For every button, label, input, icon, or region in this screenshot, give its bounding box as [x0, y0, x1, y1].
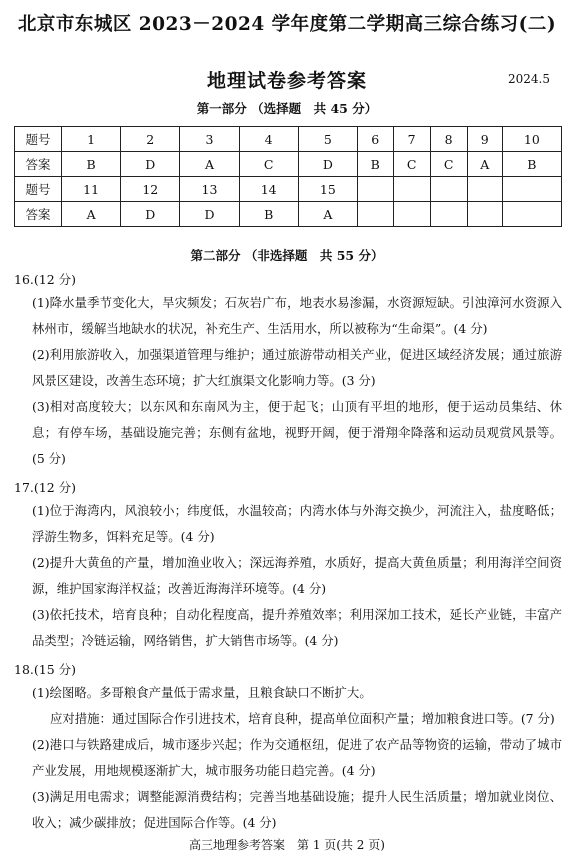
question-number: 4: [239, 127, 298, 152]
empty-cell: [393, 177, 430, 202]
q16-answer-3: (3)相对高度较大；以东风和东南风为主，便于起飞；山顶有平坦的地形，便于运动员集结、休息；有停车场，基础设施完善；东侧有盆地，视野开阔，便于滑翔伞降落和运动员观赏风景等。(5 分): [32, 399, 562, 466]
row-label-answer: 答案: [15, 152, 62, 177]
answer-cell: D: [180, 202, 239, 227]
question-number: 2: [121, 127, 180, 152]
answer-cell: B: [239, 202, 298, 227]
answer-cell: C: [239, 152, 298, 177]
part2-heading: 第二部分 （非选择题 共 55 分）: [190, 248, 384, 263]
question-17-label: 17.(12 分): [14, 480, 77, 495]
table-row: [15, 152, 562, 177]
empty-cell: [467, 202, 502, 227]
answer-cell: A: [467, 152, 502, 177]
question-number: 1: [62, 127, 121, 152]
answer-cell: C: [430, 152, 467, 177]
q17-answer-2: (2)提升大黄鱼的产量，增加渔业收入；深远海养殖，水质好，提高大黄鱼质量；利用海洋空间资源，维护国家海洋权益；改善近海海洋环境等。(4 分): [32, 555, 562, 596]
table-row: [15, 177, 562, 202]
question-number: 14: [239, 177, 298, 202]
row-label-question: 题号: [15, 127, 62, 152]
q18-answer-1: (1)绘图略。多哥粮食产量低于需求量，且粮食缺口不断扩大。: [32, 685, 372, 700]
empty-cell: [357, 202, 393, 227]
answer-cell: C: [393, 152, 430, 177]
q17-answer-1: (1)位于海湾内，风浪较小；纬度低，水温较高；内湾水体与外海交换少，河流注入，盐度略低；浮游生物多，饵料充足等。(4 分): [32, 503, 562, 544]
table-row: [15, 202, 562, 227]
question-number: 11: [62, 177, 121, 202]
document-title: 北京市东城区 2023－2024 学年度第二学期高三综合练习(二): [17, 14, 557, 35]
answer-cell: D: [298, 152, 357, 177]
q18-answer-2: (2)港口与铁路建成后，城市逐步兴起；作为交通枢纽，促进了农产品等物资的运输，带动了城市产业发展，用地规模逐渐扩大，城市服务功能日趋完善。(4 分): [32, 737, 562, 778]
answer-cell: A: [180, 152, 239, 177]
empty-cell: [430, 202, 467, 227]
row-label-question: 题号: [15, 177, 62, 202]
q18-answer-1-measures: 应对措施：通过国际合作引进技术，培育良种，提高单位面积产量；增加粮食进口等。(7 分): [50, 711, 555, 726]
question-number: 6: [357, 127, 393, 152]
question-18-label: 18.(15 分): [14, 662, 77, 677]
question-number: 10: [502, 127, 561, 152]
q16-answer-1: (1)降水量季节变化大，旱灾频发；石灰岩广布，地表水易渗漏，水资源短缺。引浊漳河水资源入林州市，缓解当地缺水的状况，补充生产、生活用水，所以被称为“生命渠”。(4 分): [32, 295, 562, 336]
answer-table: [14, 126, 562, 227]
row-label-answer: 答案: [15, 202, 62, 227]
q18-answer-3: (3)满足用电需求；调整能源消费结构；完善当地基础设施；提升人民生活质量；增加就业岗位、收入；减少碳排放；促进国际合作等。(4 分): [32, 789, 562, 830]
answer-cell: D: [121, 152, 180, 177]
part1-heading: 第一部分 （选择题 共 45 分）: [196, 101, 378, 116]
question-number: 5: [298, 127, 357, 152]
question-number: 13: [180, 177, 239, 202]
empty-cell: [467, 177, 502, 202]
empty-cell: [430, 177, 467, 202]
answer-key-title: 地理试卷参考答案: [206, 70, 367, 92]
answer-cell: A: [62, 202, 121, 227]
empty-cell: [502, 177, 561, 202]
question-number: 12: [121, 177, 180, 202]
empty-cell: [502, 202, 561, 227]
question-16-label: 16.(12 分): [14, 272, 77, 287]
empty-cell: [393, 202, 430, 227]
question-number: 9: [467, 127, 502, 152]
table-row: [15, 127, 562, 152]
answer-cell: D: [121, 202, 180, 227]
question-number: 7: [393, 127, 430, 152]
empty-cell: [357, 177, 393, 202]
answer-cell: B: [62, 152, 121, 177]
answer-cell: A: [298, 202, 357, 227]
q17-answer-3: (3)依托技术，培育良种；自动化程度高，提升养殖效率；利用深加工技术，延长产业链，丰富产品类型；冷链运输，网络销售，扩大销售市场等。(4 分): [32, 607, 562, 648]
page-footer: 高三地理参考答案 第 1 页(共 2 页): [189, 838, 385, 852]
document-date: 2024.5: [508, 72, 550, 86]
answer-cell: B: [357, 152, 393, 177]
q16-answer-2: (2)利用旅游收入，加强渠道管理与维护；通过旅游带动相关产业，促进区域经济发展；通过旅游风景区建设，改善生态环境；扩大红旗渠文化影响力等。(3 分): [32, 347, 562, 388]
question-number: 15: [298, 177, 357, 202]
answer-cell: B: [502, 152, 561, 177]
question-number: 3: [180, 127, 239, 152]
question-number: 8: [430, 127, 467, 152]
